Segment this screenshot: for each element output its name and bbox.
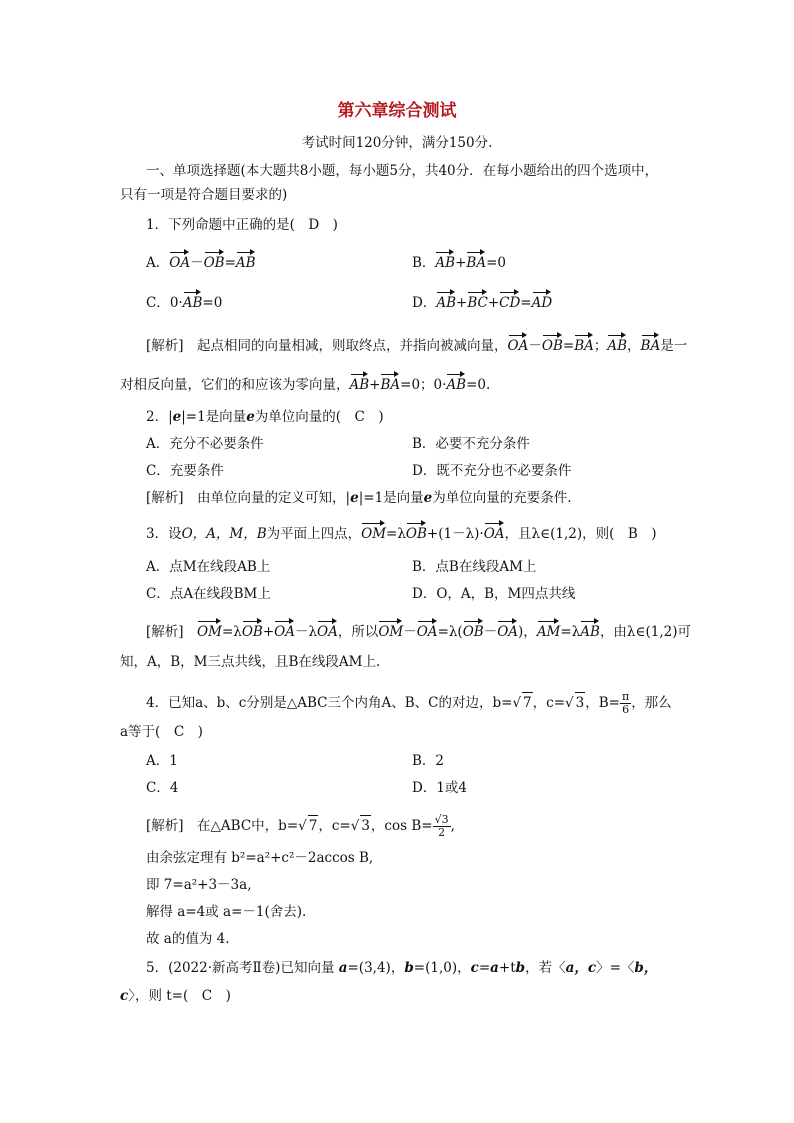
- analysis-tag: [解析]: [146, 490, 184, 506]
- q1-b-label: B．: [412, 255, 436, 271]
- analysis-tag: [解析]: [146, 624, 184, 640]
- q3-option-b: B．点B在线段AM上: [412, 559, 537, 575]
- q4-option-a: A．1: [146, 753, 178, 769]
- q4-option-d: D．1或4: [412, 780, 468, 796]
- q1-a-text: =: [224, 255, 236, 271]
- analysis-tag: [解析]: [146, 338, 184, 354]
- q5-stem-line-2: c〉，则 t=( C ): [120, 988, 231, 1004]
- q5-stem-line-1: 5．(2022·新高考Ⅱ卷)已知向量 a=(3,4)，b=(1,0)，c=a+tb，若〈a，c〉=〈b，: [146, 960, 658, 976]
- q2-stem: 2．|e|=1是向量e为单位向量的( C ): [146, 409, 384, 425]
- analysis-tag: [解析]: [146, 818, 184, 834]
- q3-option-d: D．O，A，B，M四点共线: [412, 586, 576, 602]
- q1-d-text: =: [520, 295, 532, 311]
- q1-option-a: A．OA－OB=AB: [146, 250, 256, 273]
- q4-analysis-line-3: 即 7=a²+3－3a,: [146, 877, 252, 893]
- q1-option-d: D．AB+BC+CD=AD: [412, 290, 552, 313]
- q2-option-d: D．既不充分也不必要条件: [412, 463, 572, 479]
- exam-info: 考试时间120分钟，满分150分.: [301, 135, 493, 151]
- q1-a-label: A．: [146, 255, 170, 271]
- q3-stem: 3．设O，A，M，B为平面上四点，OM=λOB+(1－λ)·OA，且λ∈(1,2)，则( B ): [146, 521, 657, 544]
- q1-analysis-line-1: [解析] 起点相同的向量相减，则取终点，并指向被减向量，OA－OB=BA；AB，BA是一: [146, 333, 687, 356]
- q4-analysis-line-2: 由余弦定理有 b²=a²+c²－2accos B,: [146, 850, 374, 866]
- q4-option-b: B．2: [412, 753, 445, 769]
- q4-analysis-line-5: 故 a的值为 4.: [146, 931, 230, 947]
- q1-option-c: C．0·AB=0: [146, 290, 222, 313]
- section-heading-line-2: 只有一项是符合题目要求的): [120, 187, 288, 203]
- q1-c-label: C．0·: [146, 295, 183, 311]
- q1-b-text: =0: [486, 255, 506, 271]
- q1-c-text: =0: [202, 295, 223, 311]
- q4-stem-line-2: a等于( C ): [120, 724, 203, 740]
- fraction: $\frac{√3}{2}$: [434, 813, 449, 839]
- q3-option-c: C．点A在线段BM上: [146, 586, 271, 602]
- q2-option-c: C．充要条件: [146, 463, 224, 479]
- q4-analysis-line-4: 解得 a=4或 a=－1(舍去).: [146, 904, 307, 920]
- q3-analysis-line-1: [解析] OM=λOB+OA－λOA，所以OM－OA=λ(OB－OA)，AM=λAB，由λ∈(1,2)可: [146, 619, 691, 642]
- q3-analysis-line-2: 知，A，B，M三点共线，且B在线段AM上.: [120, 654, 381, 670]
- q2-option-b: B．必要不充分条件: [412, 436, 530, 452]
- q1-d-label: D．: [412, 295, 437, 311]
- q2-analysis: [解析] 由单位向量的定义可知，|e|=1是向量e为单位向量的充要条件.: [146, 490, 572, 506]
- page-title: 第六章综合测试: [337, 101, 457, 121]
- q4-stem-line-1: 4．已知a、b、c分别是△ABC三个内角A、B、C的对边，b=√ 7，c=√ 3，B= $\frac{\pi}{6}$ ，那么: [146, 690, 672, 716]
- q4-analysis-line-1: [解析] 在△ABC中，b=√ 7，c=√ 3，cos B= $\frac{√3}{2}$ ,: [146, 813, 455, 839]
- q1-analysis-line-2: 对相反向量，它们的和应该为零向量，AB+BA=0；0·AB=0.: [120, 372, 490, 395]
- q3-option-a: A．点M在线段AB上: [146, 559, 271, 575]
- q1-option-b: B．AB+BA=0: [412, 250, 506, 273]
- section-heading-line-1: 一、单项选择题(本大题共8小题，每小题5分，共40分．在每小题给出的四个选项中，: [146, 163, 659, 179]
- q1-stem: 1．下列命题中正确的是( D ): [146, 217, 338, 233]
- q2-option-a: A．充分不必要条件: [146, 436, 264, 452]
- q4-option-c: C．4: [146, 780, 179, 796]
- fraction: $\frac{\pi}{6}$: [621, 690, 630, 716]
